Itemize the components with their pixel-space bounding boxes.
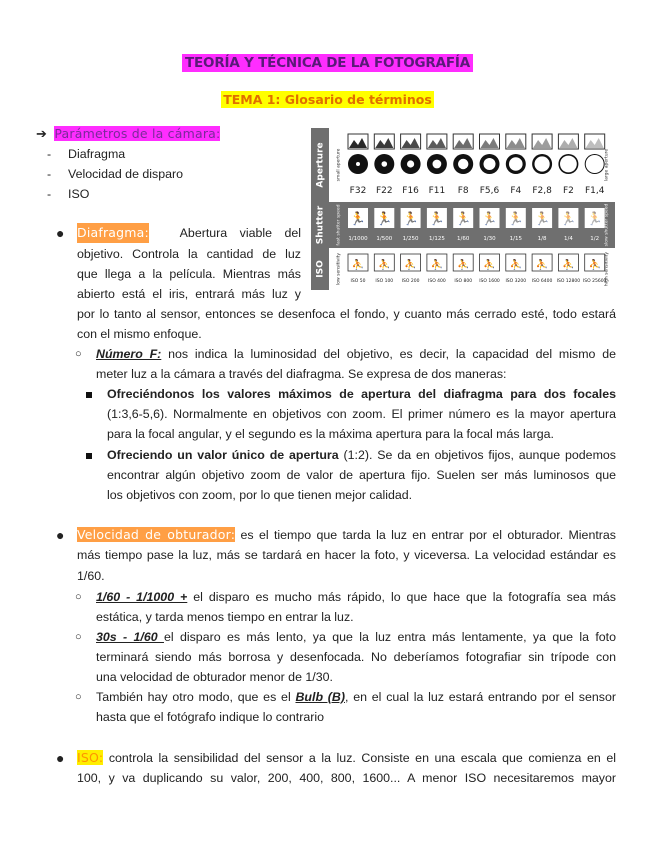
- aperture-f-label: F8: [457, 186, 469, 196]
- people-icon: ⛹: [509, 260, 523, 271]
- aperture-hole-icon: [382, 161, 388, 167]
- bullet-circle-icon: ○: [75, 591, 82, 603]
- dash-bullet-icon: -: [47, 187, 52, 201]
- fast-text: el disparo es mucho más rápido, lo que hace que la fotografía sea más: [187, 590, 616, 604]
- slow-line-1: [96, 627, 616, 647]
- iso-value-label: ISO 200: [401, 279, 420, 284]
- slow-text: el disparo es más lento, ya que la luz entra más lentamente, ya que la foto: [163, 630, 616, 644]
- aperture-f-label: F4: [510, 186, 522, 196]
- runner-icon: 🏃: [455, 212, 472, 227]
- shutter-speed-label: 1/2: [590, 236, 600, 242]
- people-icon: ⛹: [351, 260, 365, 271]
- bulb-post: , en el cual la luz estará entrando por el sensor: [345, 690, 616, 704]
- people-icon: ⛹: [562, 260, 575, 271]
- chart-row-label: Aperture: [315, 142, 326, 188]
- iso-value-label: ISO 800: [454, 279, 473, 284]
- numero-f-line-1: [96, 344, 616, 364]
- aperture-hole-icon: [509, 157, 523, 171]
- shutter-right-caption: slow shutter speed: [604, 203, 610, 247]
- manera-1-title: Ofreciéndonos los valores máximos de apertura del diafragma para dos focales: [107, 387, 616, 401]
- aperture-hole-icon: [458, 159, 468, 169]
- obturador-label: Velocidad de obturador:: [77, 527, 236, 542]
- people-icon: ⛹: [588, 260, 601, 271]
- shutter-speed-label: 1/30: [483, 236, 496, 242]
- slow-term: 30s - 1/60: [96, 630, 164, 644]
- params-item: Diafragma: [68, 147, 126, 161]
- aperture-f-label: F32: [349, 186, 367, 196]
- people-icon: ⛹: [430, 260, 444, 271]
- runner-icon: 🏃: [428, 212, 445, 227]
- bullet-dot-icon: ●: [56, 225, 65, 241]
- bullet-dot-icon: ●: [56, 527, 65, 543]
- aperture-right-caption: large aperture: [604, 148, 610, 182]
- people-icon: ⛹: [483, 260, 496, 271]
- shutter-speed-label: 1/1000: [348, 236, 368, 242]
- iso-value-label: ISO 400: [428, 279, 446, 284]
- iso-label: ISO:: [77, 750, 104, 765]
- iso-text: controla la sensibilidad del sensor a la luz. Consiste en una escala que comienza en el: [103, 751, 616, 765]
- bulb-line-2: hasta que el fotógrafo indique lo contrario: [96, 710, 325, 724]
- shutter-speed-label: 1/125: [428, 236, 445, 242]
- runner-icon: 🏃: [507, 212, 524, 227]
- people-icon: ⛹: [404, 260, 417, 271]
- bullet-square-icon: [86, 445, 92, 465]
- aperture-f-label: F5,6: [479, 186, 500, 196]
- iso-value-label: ISO 6400: [531, 279, 553, 284]
- bullet-circle-icon: ○: [75, 691, 82, 703]
- diafragma-label: Diafragma:: [77, 223, 149, 243]
- diafragma-line-3: que llega a la película. Mientras más: [77, 267, 301, 281]
- bullet-square-icon: [86, 384, 92, 404]
- iso-value-label: ISO 100: [375, 279, 394, 284]
- obturador-line-3: 1/60.: [77, 569, 105, 583]
- aperture-f-label: F16: [402, 186, 419, 196]
- manera-2-text: (1:2). Se da en objetivos fijos, aunque podemos: [338, 448, 616, 462]
- shutter-speed-label: 1/500: [376, 236, 393, 242]
- runner-icon: 🏃: [481, 212, 498, 227]
- fast-term: 1/60 - 1/1000 +: [96, 590, 188, 604]
- runner-icon: 🏃: [349, 212, 367, 227]
- params-item: Velocidad de disparo: [68, 167, 184, 181]
- aperture-f-label: F22: [375, 186, 393, 196]
- shutter-speed-label: 1/60: [457, 236, 470, 242]
- runner-icon: 🏃: [534, 212, 551, 227]
- iso-value-label: ISO 12800: [556, 279, 581, 284]
- bullet-circle-icon: ○: [75, 348, 82, 360]
- iso-line-1: [77, 748, 616, 768]
- bulb-pre: También hay otro modo, que es el: [96, 690, 296, 704]
- people-icon: ⛹: [456, 260, 470, 271]
- document-subtitle: TEMA 1: Glosario de términos: [223, 92, 432, 107]
- numero-f-line-2: meter luz a la cámara a través del diafragma. Se expresa de dos maneras:: [96, 367, 507, 381]
- iso-right-caption: high sensitivity: [604, 251, 610, 287]
- people-icon: ⛹: [535, 260, 549, 271]
- dash-bullet-icon: -: [47, 147, 52, 161]
- params-heading: Parámetros de la cámara:: [54, 126, 221, 141]
- manera-1-line-1: (1:3,6-5,6). Normalmente en objetivos con zoom. El primer número es la mayor apertura: [107, 407, 616, 421]
- iso-value-label: ISO 50: [350, 279, 366, 284]
- shutter-left-caption: fast shutter speed: [336, 204, 342, 246]
- shutter-speed-label: 1/15: [509, 236, 522, 242]
- numero-f-text: nos indica la luminosidad del objetivo, es decir, la capacidad del mismo de: [161, 347, 616, 361]
- document-title: TEORÍA Y TÉCNICA DE LA FOTOGRAFÍA: [0, 55, 655, 71]
- aperture-hole-icon: [560, 156, 577, 173]
- iso-line-2: 100, y va duplicando su valor, 200, 400, 800, 1600... A menor ISO necesitaremos mayor: [77, 771, 616, 785]
- diafragma-line-5: por lo tanto al sensor, entonces se desenfoca el fondo, y cuanto más cerrado esté, todo estará: [77, 307, 616, 321]
- shutter-speed-label: 1/8: [537, 236, 547, 242]
- runner-icon: 🏃: [402, 212, 419, 227]
- diafragma-line-1: [77, 223, 301, 243]
- aperture-hole-icon: [356, 162, 360, 166]
- obturador-line-1: [77, 525, 616, 545]
- runner-icon: 🏃: [376, 212, 393, 227]
- diafragma-line-2: objetivo. Controla la cantidad de luz: [77, 247, 301, 261]
- runner-icon: 🏃: [586, 212, 603, 227]
- iso-left-caption: low sensitivity: [336, 252, 342, 286]
- aperture-hole-icon: [407, 160, 414, 167]
- aperture-hole-icon: [433, 160, 442, 169]
- manera-2-line-0: [107, 445, 616, 465]
- chart-row-label: Shutter: [315, 205, 326, 245]
- iso-value-label: ISO 3200: [505, 279, 527, 284]
- params-item: ISO: [68, 187, 90, 201]
- diafragma-line-6: con el mismo enfoque.: [77, 327, 202, 341]
- numero-f-term: Número F:: [96, 347, 162, 361]
- bulb-term: Bulb (B): [295, 690, 345, 704]
- aperture-left-caption: small aperture: [336, 148, 342, 182]
- iso-value-label: ISO 25600: [582, 279, 607, 284]
- params-heading-row: [36, 124, 220, 144]
- aperture-f-label: F2: [562, 186, 574, 196]
- fast-line-2: estática, y tarda menos tiempo en entrar la luz.: [96, 610, 354, 624]
- exposure-chart: [311, 128, 615, 290]
- obturador-line-2: más tiempo pase la luz, más se tardará en hacer la foto, y viceversa. La velocidad estándar es: [77, 548, 616, 562]
- bullet-dot-icon: ●: [56, 750, 65, 766]
- manera-2-line-2: los objetivos con zoom, por lo que tienen mejor calidad.: [107, 488, 413, 502]
- aperture-f-label: F2,8: [532, 186, 552, 196]
- arrow-icon: ➔: [36, 126, 47, 141]
- aperture-hole-icon: [535, 156, 550, 171]
- iso-value-label: ISO 1600: [479, 279, 500, 284]
- diafragma-line-4: abierto está el iris, entrará más luz y: [77, 287, 301, 301]
- aperture-f-label: F11: [428, 186, 446, 196]
- slow-line-2: terminará siendo más borrosa y desenfocada. No deberíamos fotografiar sin trípode con: [96, 650, 616, 664]
- shutter-speed-label: 1/250: [402, 236, 419, 242]
- aperture-hole-icon: [586, 155, 604, 173]
- bullet-circle-icon: ○: [75, 631, 82, 643]
- manera-2-line-1: encontrar algún objetivo zoom de valor de apertura fijo. Suelen ser más luminosos que: [107, 468, 616, 482]
- manera-1-line-2: para la focal angular, y el segundo es la máxima apertura para la focal más larga.: [107, 427, 555, 441]
- slow-line-3: una velocidad de obturador menor de 1/30.: [96, 670, 333, 684]
- chart-row-label: ISO: [315, 260, 326, 278]
- people-icon: ⛹: [378, 260, 391, 271]
- fast-line-1: [96, 587, 616, 607]
- shutter-speed-label: 1/4: [563, 236, 573, 242]
- aperture-hole-icon: [484, 158, 496, 170]
- manera-2-title: Ofreciendo un valor único de apertura: [107, 448, 339, 462]
- obturador-text: es el tiempo que tarda la luz en entrar por el obturador. Mientras: [235, 528, 616, 542]
- diafragma-text: Abertura viable del: [179, 226, 301, 240]
- aperture-f-label: F1,4: [584, 186, 605, 196]
- dash-bullet-icon: -: [47, 167, 52, 181]
- runner-icon: 🏃: [560, 212, 577, 227]
- bulb-line-1: [96, 687, 616, 707]
